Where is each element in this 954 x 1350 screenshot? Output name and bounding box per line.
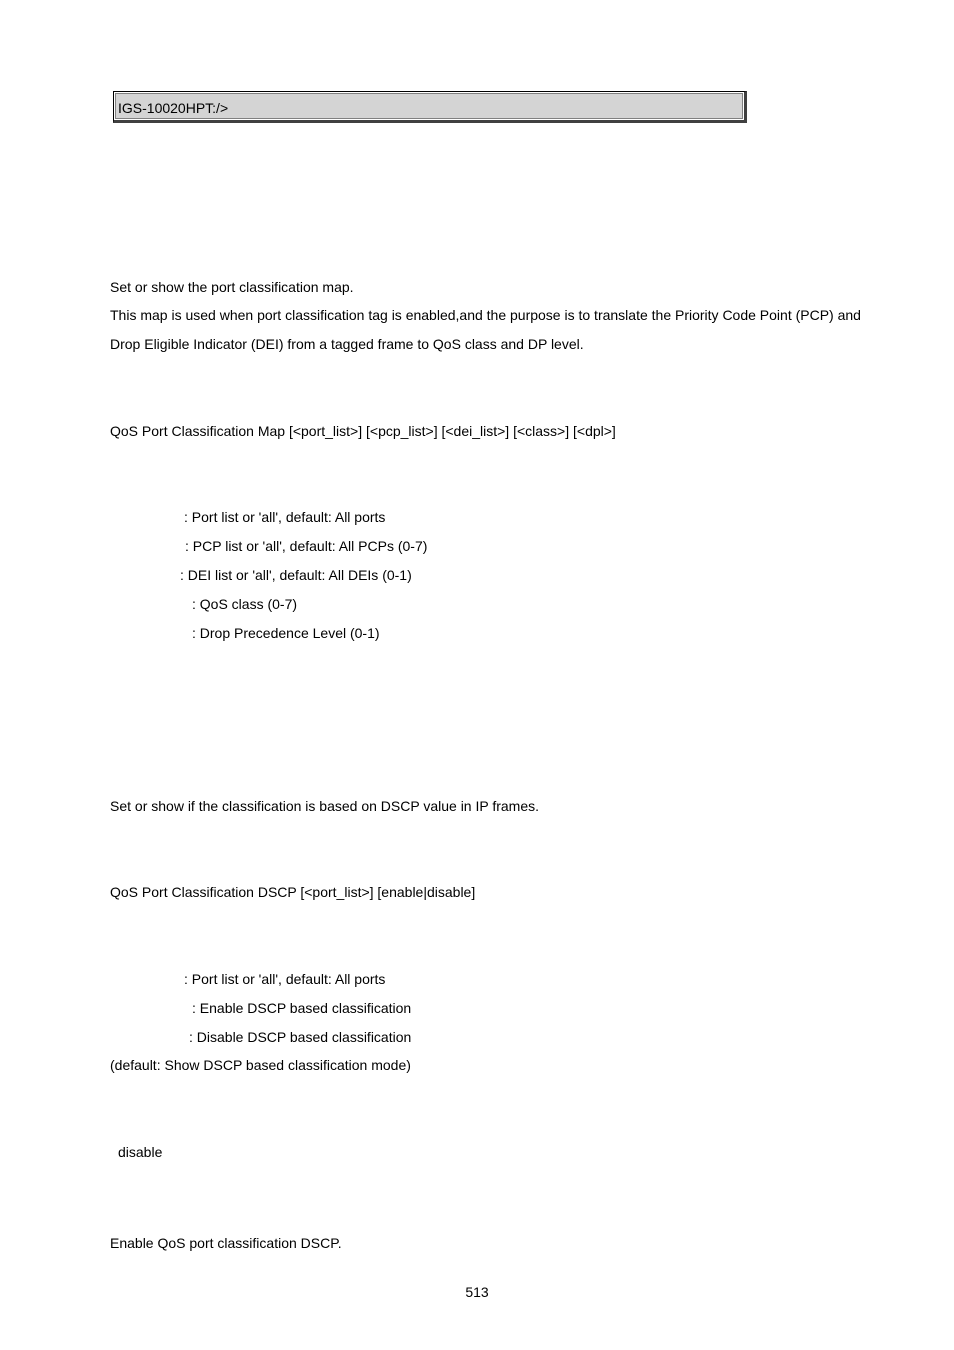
map-syntax: QoS Port Classification Map [<port_list>] [<pcp_list>] [<dei_list>] [<class>] [<dpl>] — [110, 423, 616, 439]
map-description-line3: Drop Eligible Indicator (DEI) from a tagged frame to QoS class and DP level. — [110, 336, 584, 352]
map-param-pcp-list: : PCP list or 'all', default: All PCPs (0-7) — [185, 538, 428, 554]
dscp-param-port-list: : Port list or 'all', default: All ports — [184, 971, 386, 987]
command-prompt-box — [113, 91, 747, 123]
dscp-param-disable: : Disable DSCP based classification — [189, 1029, 412, 1045]
dscp-example-text: Enable QoS port classification DSCP. — [110, 1235, 342, 1251]
map-param-dpl: : Drop Precedence Level (0-1) — [192, 625, 380, 641]
command-prompt-text: IGS-10020HPT:/> — [118, 100, 229, 116]
dscp-description: Set or show if the classification is based on DSCP value in IP frames. — [110, 798, 540, 814]
dscp-syntax: QoS Port Classification DSCP [<port_list>] [enable|disable] — [110, 884, 476, 900]
map-description-line1: Set or show the port classification map. — [110, 279, 354, 295]
map-param-port-list: : Port list or 'all', default: All ports — [184, 509, 386, 525]
map-param-class: : QoS class (0-7) — [192, 596, 298, 612]
dscp-param-enable: : Enable DSCP based classification — [192, 1000, 412, 1016]
page-number: 513 — [465, 1284, 489, 1300]
dscp-default-value: disable — [118, 1144, 163, 1160]
dscp-default-note: (default: Show DSCP based classification mode) — [110, 1057, 411, 1073]
map-param-dei-list: : DEI list or 'all', default: All DEIs (0-1) — [180, 567, 412, 583]
map-description-line2: This map is used when port classification tag is enabled,and the purpose is to translate the Priority Code Point (PCP) and — [110, 307, 861, 323]
